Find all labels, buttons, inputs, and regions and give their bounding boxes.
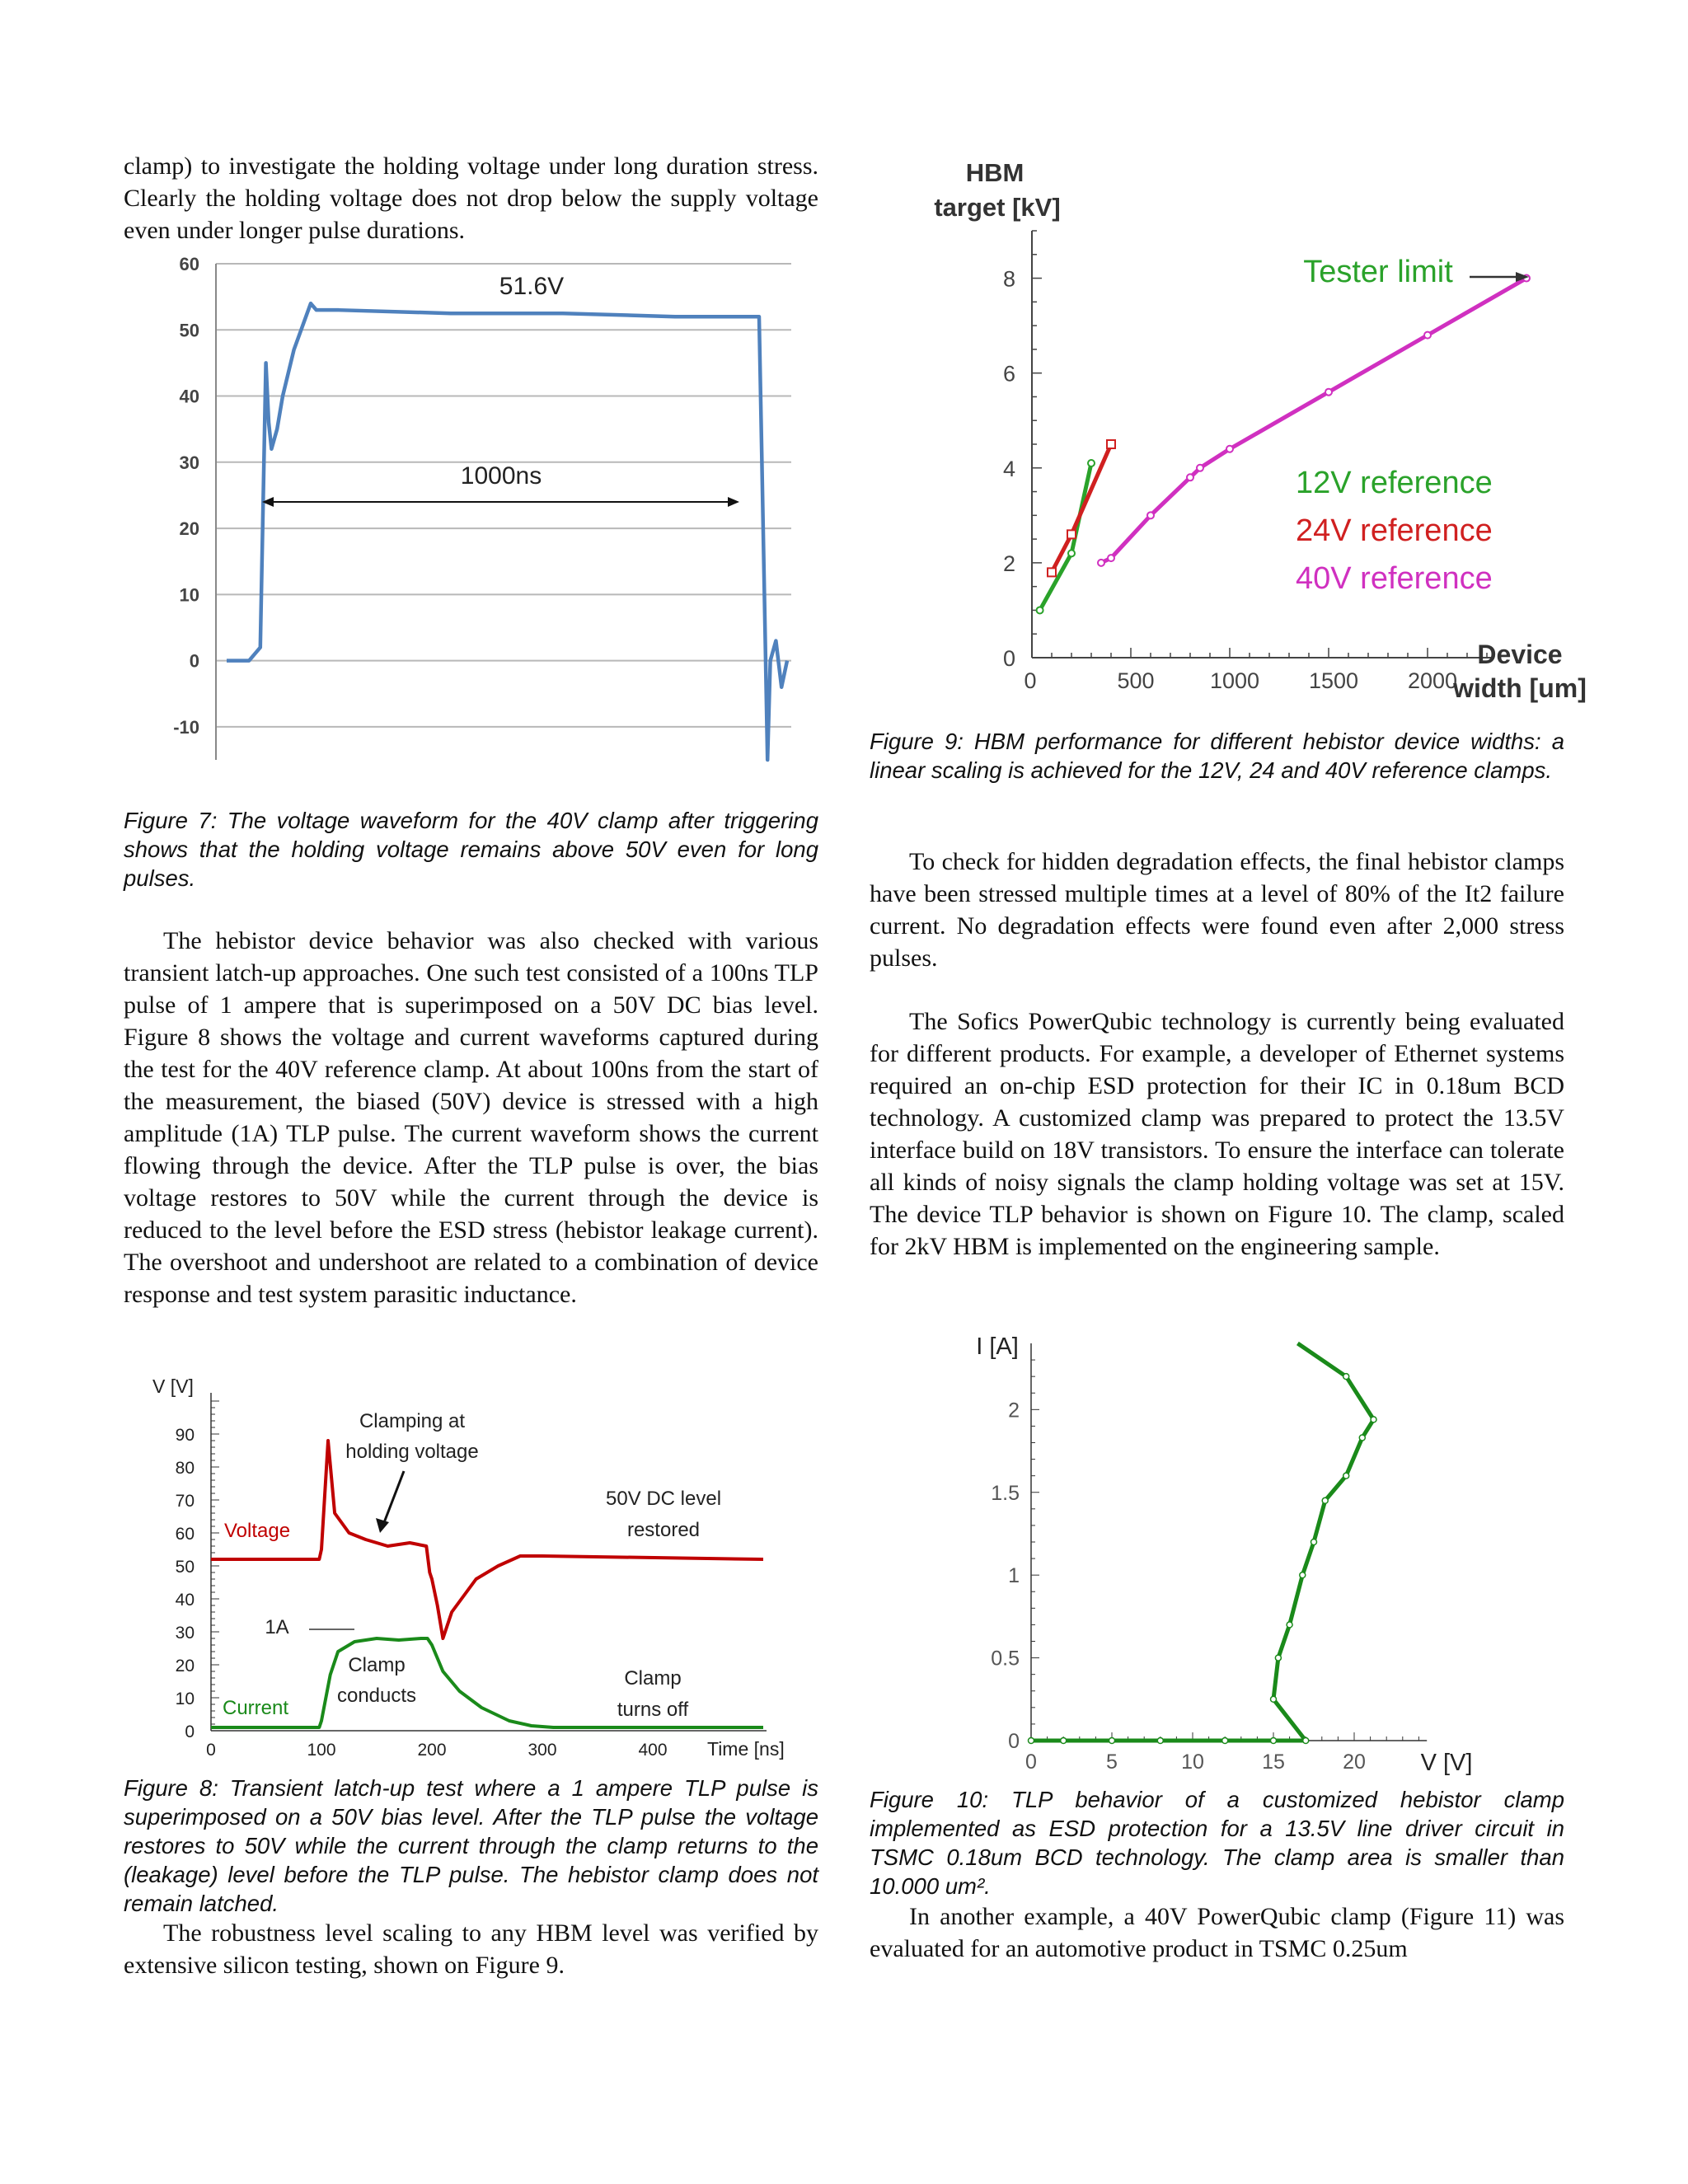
x-tick-label: 10	[1181, 1750, 1204, 1774]
clamping-label-line2: holding voltage	[345, 1441, 479, 1463]
data-point	[1371, 1417, 1376, 1422]
data-point	[1068, 550, 1075, 556]
y-tick-label: 20	[179, 518, 199, 540]
degradation-text: To check for hidden degradation effects, the final hebistor clamps have been stressed multiple times at a level of 80% of the It2 failure current. No degradation effects were found even after 2,000 stress pulses.	[870, 848, 1564, 972]
figure-10-chart	[870, 1327, 1564, 1776]
automotive-paragraph	[870, 1900, 1564, 1965]
x-tick-label: 0	[1024, 668, 1037, 693]
data-point	[1359, 1435, 1365, 1441]
tlp-curve	[1031, 1343, 1374, 1741]
x-axis-label: Time [ns]	[707, 1738, 785, 1760]
data-point	[1343, 1374, 1349, 1380]
figure-8-caption: Figure 8: Transient latch-up test where a 1 ampere TLP pulse is superimposed on a 50V bias level. After the TLP pulse the voltage restores to 50V while the current through the clamp returns to the (leakage) level before the TLP pulse. The hebistor clamp does not remain latched.	[124, 1775, 818, 1916]
data-point	[1067, 530, 1076, 538]
clamp-conducts-line1: Clamp	[348, 1654, 406, 1676]
data-point	[1147, 512, 1154, 518]
voltage-label: Voltage	[224, 1520, 291, 1542]
sofics-paragraph	[870, 1005, 1564, 1263]
voltage-waveform	[227, 303, 787, 760]
latchup-text: The hebistor device behavior was also checked with various transient latch-up approaches. One such test consisted of a 100ns TLP pulse of 1 ampere that is superimposed on a 50V DC bias level. Figure 8 shows the voltage and current waveforms captured during the test for the 40V reference clamp. At about 100ns from the start of the measurement, the biased (50V) device is stressed with a high amplitude (1A) TLP pulse. The current waveform shows the current flowing through the device. After the TLP pulse is over, the bias voltage restores to 50V while the current through the device is reduced to the level before the ESD stress (hebistor leakage current). The overshoot and undershoot are related to a combination of device response and test system parasitic inductance.	[124, 927, 818, 1308]
y-tick-label: 40	[179, 386, 199, 407]
intro-paragraph	[124, 150, 818, 246]
tester-limit-label: Tester limit	[1303, 255, 1453, 289]
data-point	[1187, 474, 1193, 480]
x-axis-label-line1: Device	[1477, 640, 1563, 669]
data-point	[1098, 560, 1104, 566]
duration-arrow-head-right	[728, 497, 739, 507]
series-line	[1040, 463, 1091, 610]
one-amp-label: 1A	[265, 1616, 289, 1638]
x-tick-label: 0	[1025, 1750, 1037, 1774]
x-tick-label: 500	[1117, 668, 1155, 693]
figure-7-chart	[124, 249, 818, 793]
clamp-conducts-line2: conducts	[336, 1685, 417, 1707]
y-tick-label: 60	[179, 254, 199, 274]
data-point	[1029, 1738, 1034, 1744]
x-tick-label: 400	[638, 1741, 668, 1760]
data-point	[1222, 1738, 1228, 1744]
y-tick-label: 1.5	[991, 1481, 1020, 1505]
x-tick-label: 20	[1343, 1750, 1366, 1774]
figure-10-caption: Figure 10: TLP behavior of a customized hebistor clamp implemented as ESD protection for a 13.5V line driver circuit in TSMC 0.18um BCD technology. The clamp area is smaller than 10.000 um².	[870, 1787, 1564, 1899]
x-axis-label: V [V]	[1420, 1750, 1473, 1776]
y-tick-label: 30	[179, 452, 199, 473]
y-tick-label: 8	[1002, 266, 1015, 292]
data-point	[1226, 446, 1233, 452]
y-tick-label: 0	[189, 650, 199, 672]
data-point	[1109, 1738, 1115, 1744]
y-tick-label: 50	[175, 1558, 195, 1577]
legend-entry: 12V reference	[1296, 466, 1493, 500]
figure-7-caption: Figure 7: The voltage waveform for the 40V clamp after triggering shows that the holding voltage remains above 50V even for long pulses.	[124, 808, 818, 891]
x-tick-label: 1000	[1209, 668, 1260, 693]
y-tick-label: 1	[1008, 1564, 1020, 1588]
data-point	[1048, 568, 1056, 576]
y-tick-label: 80	[175, 1459, 195, 1478]
x-tick-label: 100	[307, 1741, 336, 1760]
y-tick-label: 10	[179, 584, 199, 606]
figure-9-chart	[870, 148, 1587, 717]
clamping-arrow-head	[376, 1518, 389, 1533]
y-tick-label: -10	[173, 716, 199, 738]
data-point	[1343, 1473, 1349, 1479]
robustness-text: The robustness level scaling to any HBM level was verified by extensive silicon testing, shown on Figure 9.	[124, 1919, 818, 1979]
y-tick-label: 50	[179, 320, 199, 341]
x-tick-label: 5	[1106, 1750, 1118, 1774]
x-tick-label: 2000	[1407, 668, 1458, 693]
data-point	[1037, 607, 1043, 613]
x-tick-label: 1500	[1308, 668, 1359, 693]
data-point	[1271, 1738, 1277, 1744]
duration-annotation: 1000ns	[460, 462, 542, 490]
y-axis-label-line1: HBM	[965, 158, 1025, 187]
legend-entry: 24V reference	[1296, 513, 1493, 548]
dc-level-label-line1: 50V DC level	[605, 1488, 722, 1510]
data-point	[1311, 1540, 1317, 1545]
level-annotation: 51.6V	[499, 273, 565, 300]
data-point	[1271, 1696, 1277, 1702]
data-point	[1197, 465, 1203, 471]
clamping-arrow-line	[383, 1471, 404, 1525]
y-tick-label: 10	[175, 1690, 195, 1708]
series-line	[1052, 444, 1111, 572]
sofics-text: The Sofics PowerQubic technology is currently being evaluated for different products. For example, a developer of Ethernet systems required an on-chip ESD protection for their IC in 0.18um BCD technology. A customized clamp was prepared to protect the 13.5V interface build on 18V transistors. To ensure the interface can tolerate all kinds of noisy signals the clamp holding voltage was set at 15V. The device TLP behavior is shown on Figure 10. The clamp, scaled for 2kV HBM is implemented on the engineering sample.	[870, 1008, 1564, 1260]
y-tick-label: 20	[175, 1657, 195, 1675]
data-point	[1275, 1655, 1281, 1661]
y-tick-label: 40	[175, 1591, 195, 1610]
y-tick-label: 6	[1002, 361, 1015, 387]
y-axis-label-line2: target [kV]	[934, 193, 1061, 222]
data-point	[1303, 1738, 1309, 1744]
y-tick-label: 0	[1008, 1730, 1020, 1753]
data-point	[1325, 389, 1332, 396]
y-tick-label: 2	[1002, 551, 1015, 576]
x-tick-label: 300	[528, 1741, 557, 1760]
data-point	[1287, 1622, 1292, 1628]
data-point	[1107, 440, 1115, 448]
figure-9-caption: Figure 9: HBM performance for different hebistor device widths: a linear scaling is achieved for the 12V, 24 and 40V reference clamps.	[870, 729, 1564, 783]
y-axis-label: V [V]	[152, 1376, 194, 1397]
latchup-paragraph	[124, 925, 818, 1310]
x-tick-label: 200	[417, 1741, 447, 1760]
figure-8-chart	[124, 1376, 818, 1764]
current-label: Current	[223, 1697, 289, 1719]
data-point	[1157, 1738, 1163, 1744]
y-tick-label: 0.5	[991, 1647, 1020, 1671]
data-point	[1108, 555, 1114, 561]
y-axis-label: I [A]	[976, 1333, 1019, 1360]
x-tick-label: 0	[206, 1741, 216, 1760]
dc-level-label-line2: restored	[626, 1519, 701, 1541]
y-tick-label: 0	[185, 1722, 195, 1741]
y-tick-label: 4	[1002, 456, 1015, 481]
intro-text: clamp) to investigate the holding voltage under long duration stress. Clearly the holding voltage does not drop below the supply voltage even under longer pulse durations.	[124, 152, 818, 244]
data-point	[1300, 1572, 1306, 1578]
y-tick-label: 30	[175, 1624, 195, 1643]
degradation-paragraph	[870, 846, 1564, 974]
legend-entry: 40V reference	[1296, 561, 1493, 596]
y-tick-label: 60	[175, 1525, 195, 1544]
y-tick-label: 2	[1008, 1399, 1020, 1422]
y-tick-label: 0	[1002, 646, 1015, 671]
y-tick-label: 70	[175, 1492, 195, 1511]
data-point	[1088, 460, 1095, 466]
automotive-text: In another example, a 40V PowerQubic clamp (Figure 11) was evaluated for an automotive product in TSMC 0.25um	[870, 1903, 1564, 1962]
x-tick-label: 15	[1262, 1750, 1285, 1774]
robustness-paragraph	[124, 1917, 818, 1981]
clamp-turns-off-line2: turns off	[617, 1699, 689, 1721]
data-point	[1061, 1738, 1067, 1744]
data-point	[1424, 332, 1431, 339]
clamp-turns-off-line1: Clamp	[624, 1667, 682, 1690]
x-axis-label-line2: width [um]	[1453, 673, 1587, 703]
clamping-label-line1: Clamping at	[359, 1410, 466, 1432]
data-point	[1322, 1497, 1328, 1503]
y-tick-label: 90	[175, 1426, 195, 1445]
